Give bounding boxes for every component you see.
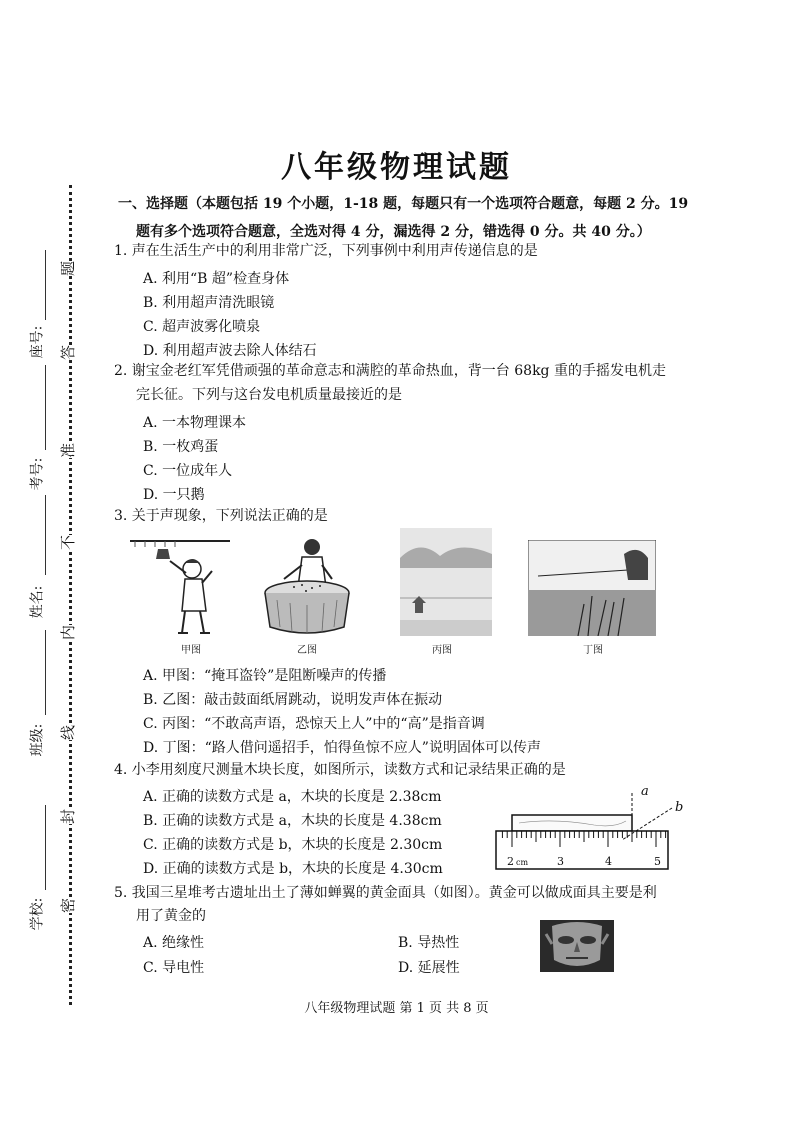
- q2-stem-line-2: 完长征。下列与这台发电机质量最接近的是: [136, 387, 402, 403]
- q3-option-b: B. 乙图：敲击鼓面纸屑跳动，说明发声体在振动: [143, 692, 443, 708]
- school-blank: [45, 805, 46, 890]
- ruler-num-2: 2: [507, 855, 514, 868]
- figure-ding-caption: 丁图: [583, 645, 603, 656]
- gold-mask-image: [540, 920, 614, 972]
- seal-char-zhun: 准: [59, 442, 78, 459]
- q5-option-b: B. 导热性: [398, 935, 460, 951]
- q1-option-d: D. 利用超声波去除人体结石: [143, 343, 317, 359]
- q1-option-b: B. 利用超声清洗眼镜: [143, 295, 275, 311]
- q4-option-c: C. 正确的读数方式是 b，木块的长度是 2.30cm: [143, 837, 443, 853]
- q1-stem: 1. 声在生活生产中的利用非常广泛，下列事例中利用声传递信息的是: [114, 243, 538, 259]
- exam-no-blank: [45, 365, 46, 450]
- q3-option-c: C. 丙图：“不敢高声语，恐惊天上人”中的“高”是指音调: [143, 716, 485, 732]
- q2-option-c: C. 一位成年人: [143, 463, 233, 479]
- q2-stem-line-1: 2. 谢宝金老红军凭借顽强的革命意志和满腔的革命热血，背一台 68kg 重的手摇发电机走: [114, 363, 666, 379]
- q2-option-d: D. 一只鹅: [143, 487, 205, 503]
- seal-char-ti: 题: [59, 260, 78, 277]
- seal-char-mi: 密: [59, 897, 78, 914]
- seal-char-bu: 不: [59, 534, 78, 551]
- q3-option-a: A. 甲图：“掩耳盗铃”是阻断噪声的传播: [143, 668, 387, 684]
- section-line-2: 题有多个选项符合题意，全选对得 4 分，漏选得 2 分，错选得 0 分。共 40 分。）: [136, 224, 651, 240]
- figure-jia-illustration: [130, 533, 235, 638]
- q2-option-a: A. 一本物理课本: [143, 415, 247, 431]
- q3-stem: 3. 关于声现象，下列说法正确的是: [114, 508, 328, 524]
- page-footer: 八年级物理试题 第 1 页 共 8 页: [304, 1001, 489, 1016]
- q3-option-d: D. 丁图：“路人借问遥招手，怕得鱼惊不应人”说明固体可以传声: [143, 740, 541, 756]
- q1-option-c: C. 超声波雾化喷泉: [143, 319, 261, 335]
- q5-stem-line-1: 5. 我国三星堆考古遗址出土了薄如蝉翼的黄金面具（如图）。黄金可以做成面具主要是利: [114, 885, 657, 901]
- q5-stem-line-2: 用了黄金的: [136, 908, 206, 924]
- q4-option-a: A. 正确的读数方式是 a，木块的长度是 2.38cm: [143, 789, 442, 805]
- wood-block: [512, 815, 632, 831]
- class-blank: [45, 630, 46, 715]
- page-title: 八年级物理试题: [281, 150, 512, 185]
- q4-option-d: D. 正确的读数方式是 b，木块的长度是 4.30cm: [143, 861, 443, 877]
- q4-stem: 4. 小李用刻度尺测量木块长度，如图所示，读数方式和记录结果正确的是: [114, 762, 566, 778]
- section-line-1: 一、选择题（本题包括 19 个小题，1-18 题，每题只有一个选项符合题意，每题 2 分。19: [118, 196, 689, 212]
- q5-option-c: C. 导电性: [143, 960, 205, 976]
- seal-char-nei: 内: [59, 624, 78, 641]
- q1-option-a: A. 利用“B 超”检查身体: [143, 271, 290, 287]
- name-label: 姓名:: [29, 585, 46, 619]
- ruler-num-5: 5: [654, 855, 661, 868]
- class-label: 班级:: [29, 723, 46, 757]
- q2-option-b: B. 一枚鸡蛋: [143, 439, 219, 455]
- seal-char-da: 答: [59, 344, 78, 361]
- q5-option-d: D. 延展性: [398, 960, 460, 976]
- figure-ding-illustration: [528, 540, 656, 636]
- seat-label: 座号:: [29, 325, 46, 359]
- section-header: [118, 190, 758, 246]
- ruler-num-4: 4: [605, 855, 612, 868]
- q5-option-a: A. 绝缘性: [143, 935, 205, 951]
- exam-no-label: 考号:: [29, 457, 46, 491]
- ruler-label-b: b: [675, 800, 684, 815]
- school-label: 学校:: [29, 897, 46, 931]
- q4-option-b: B. 正确的读数方式是 a，木块的长度是 4.38cm: [143, 813, 442, 829]
- figure-bing-caption: 丙图: [432, 645, 452, 656]
- figure-yi-illustration: [262, 535, 357, 640]
- seal-char-xian: 线: [59, 724, 78, 741]
- ruler-label-a: a: [641, 784, 649, 799]
- seat-blank: [45, 250, 46, 320]
- binding-dotted-line: [69, 185, 72, 1005]
- figure-jia-caption: 甲图: [181, 645, 201, 656]
- ruler-unit-cm: cm: [516, 858, 529, 867]
- ruler-num-3: 3: [557, 855, 564, 868]
- seal-char-feng: 封: [59, 808, 78, 825]
- figure-yi-caption: 乙图: [297, 645, 317, 656]
- name-blank: [45, 495, 46, 575]
- figure-bing-illustration: [400, 528, 492, 636]
